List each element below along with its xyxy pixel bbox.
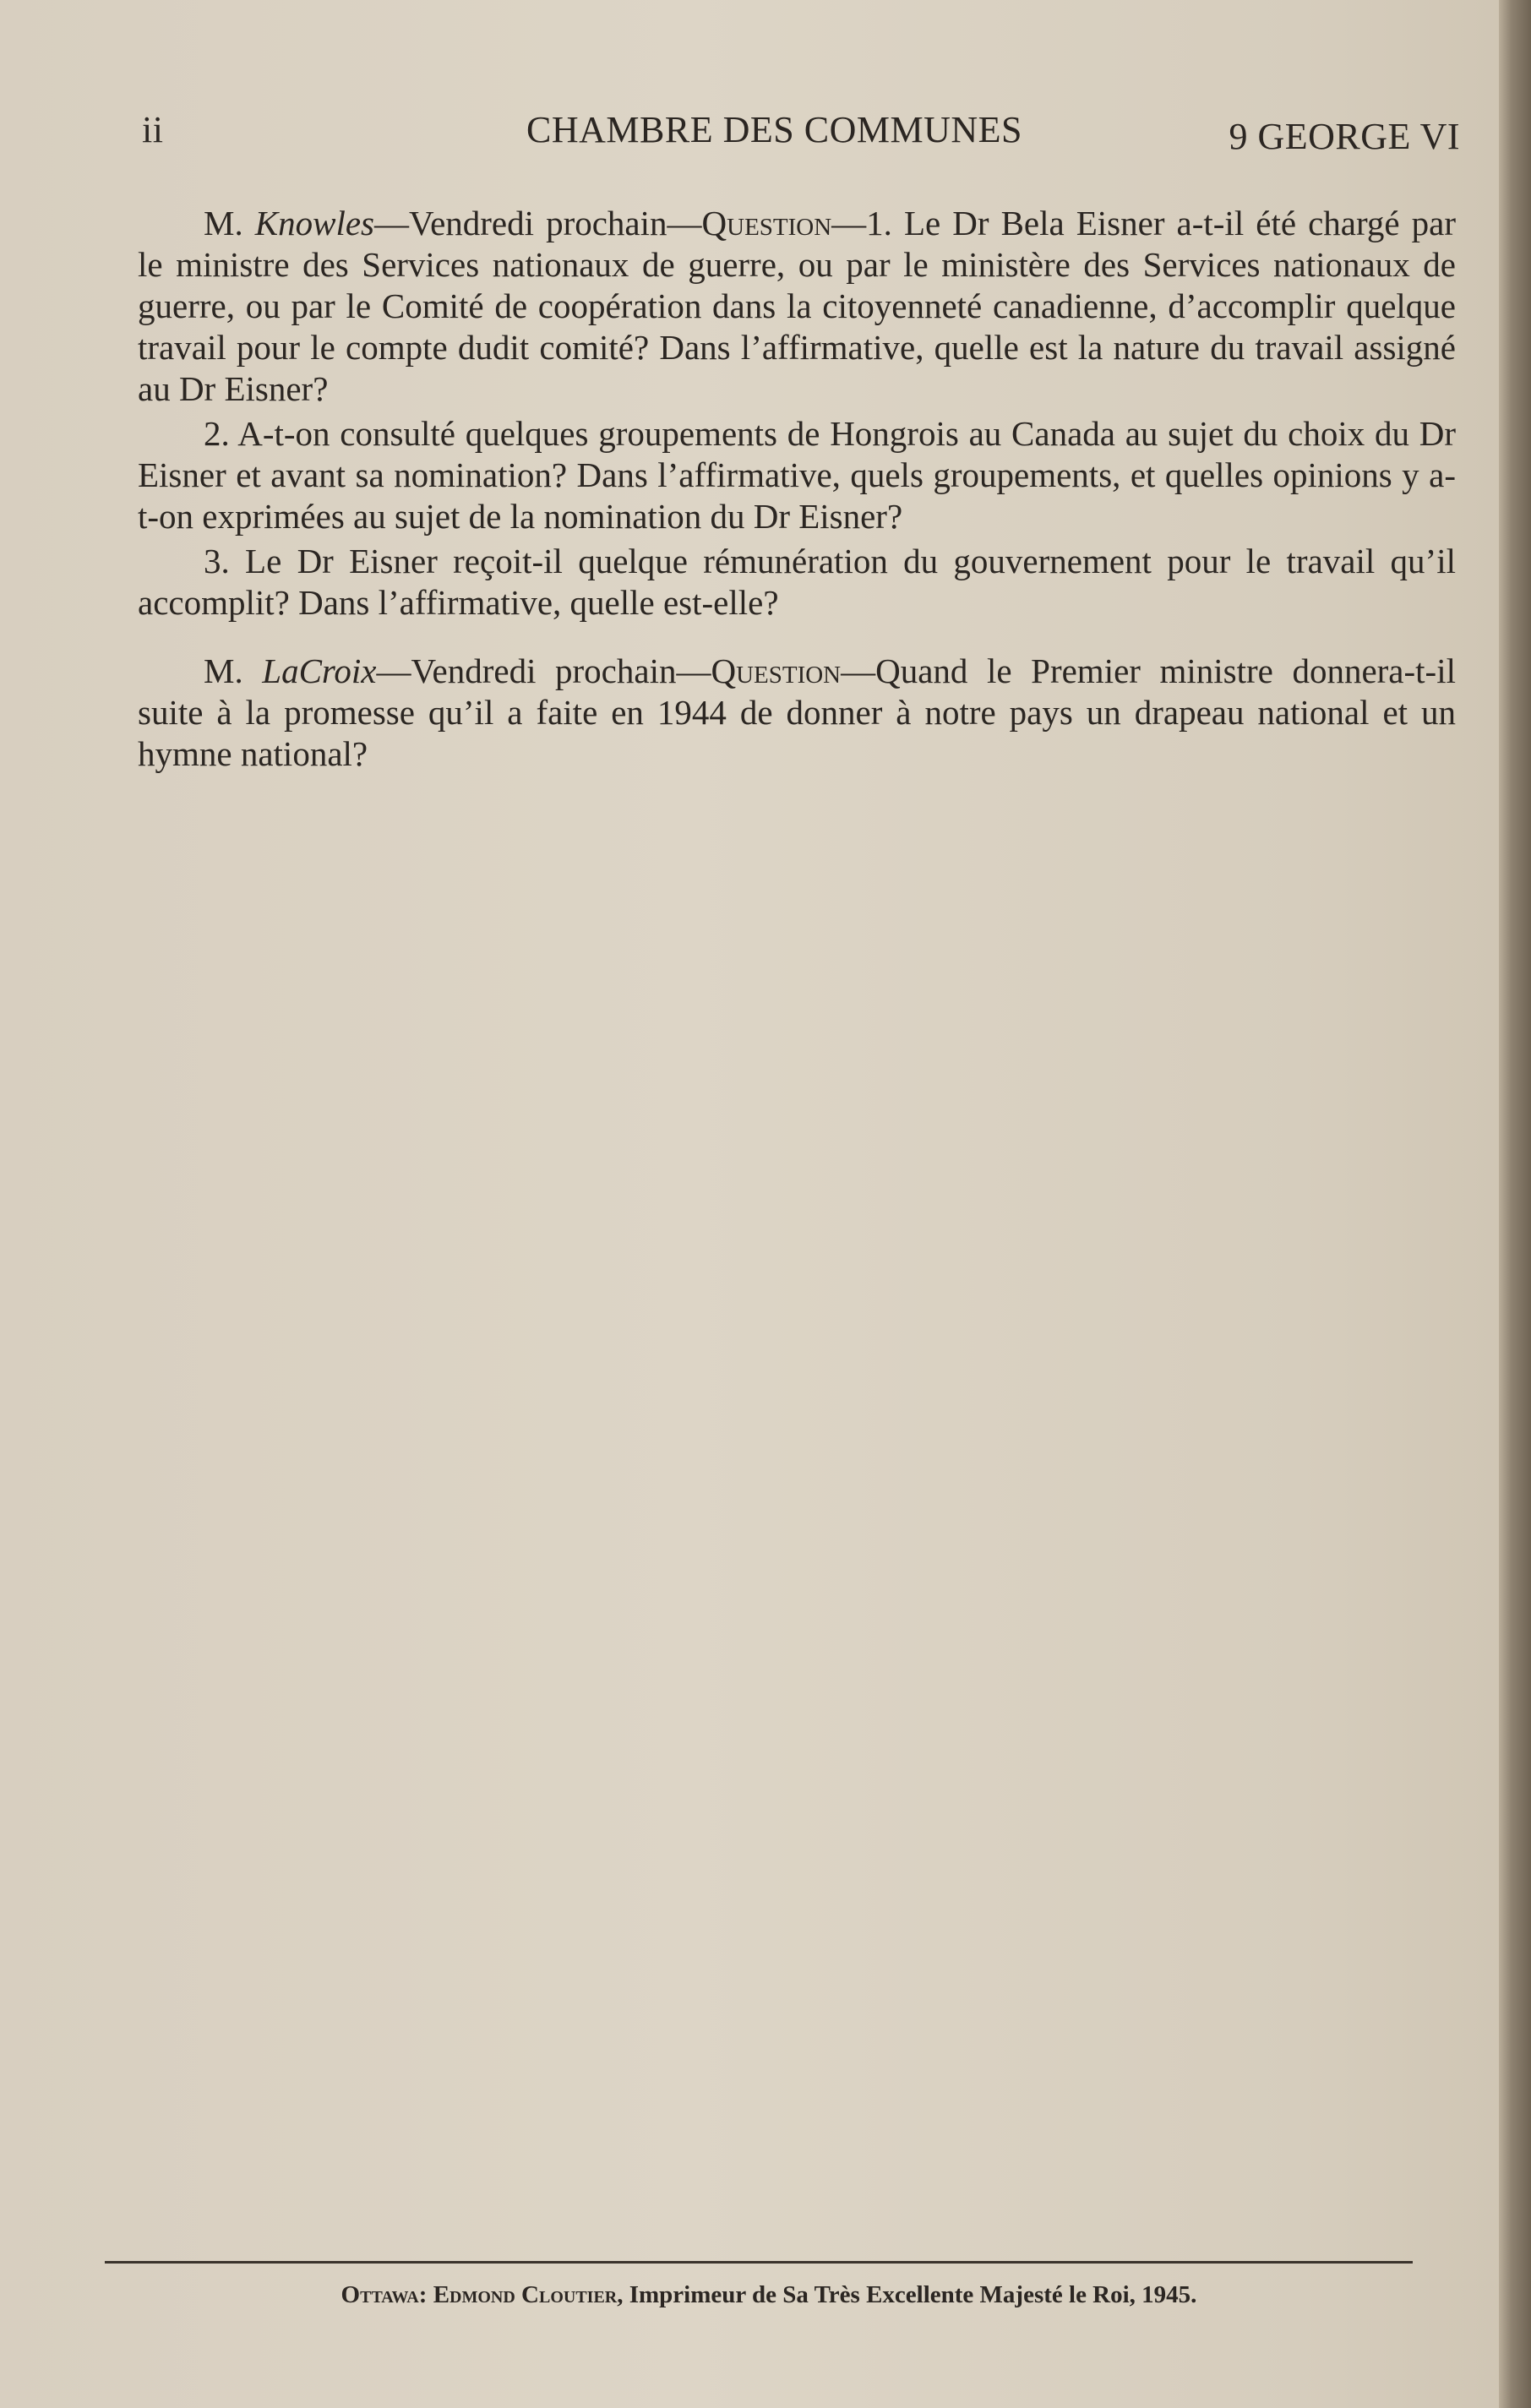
question-entry-lacroix bbox=[138, 651, 1456, 775]
question-keyword: Question bbox=[701, 204, 832, 242]
entry-paragraph: 3. Le Dr Eisner reçoit-il quelque rémunération du gouvernement pour le travail qu’il accomplit? Dans l’affirmative, quelle est-elle? bbox=[138, 542, 1456, 622]
member-name: LaCroix bbox=[262, 651, 377, 690]
footer-rule bbox=[105, 2261, 1413, 2264]
question-entry-knowles bbox=[138, 203, 1456, 624]
entry-paragraph: M. LaCroix—Vendredi prochain—Question—Quand le Premier ministre donnera-t-il suite à la promesse qu’il a faite en 1944 de donner à notre pays un drapeau national et un hymne national? bbox=[138, 651, 1456, 773]
header-regnal-year: 9 GEORGE VI bbox=[1229, 116, 1460, 157]
page-binding-shadow bbox=[1499, 0, 1531, 2408]
page-folio: ii bbox=[142, 109, 164, 150]
member-name: Knowles bbox=[254, 204, 375, 242]
running-header bbox=[142, 108, 1460, 159]
question-keyword: Question bbox=[711, 651, 842, 690]
printer-imprint: Ottawa: Edmond Cloutier, Imprimeur de Sa Très Excellente Majesté le Roi, 1945. bbox=[341, 2281, 1197, 2308]
entry-paragraph: 2. A-t-on consulté quelques groupements de Hongrois au Canada au sujet du choix du Dr Eisner et avant sa nomination? Dans l’affirmative, quels groupements, et quelles opinions y a-t-on exprimées au sujet de la nomination du Dr Eisner? bbox=[138, 414, 1456, 536]
entry-paragraph: M. Knowles—Vendredi prochain—Question—1. Le Dr Bela Eisner a-t-il été chargé par le ministre des Services nationaux de guerre, ou par le ministère des Services nationaux de guerre, ou par le Comité de coopération dans la citoyenneté canadienne, d’accomplir quelque travail pour le compte dudit comité? Dans l’affirmative, quelle est la nature du travail assigné au Dr Eisner? bbox=[138, 204, 1456, 408]
header-title: CHAMBRE DES COMMUNES bbox=[526, 109, 1022, 150]
